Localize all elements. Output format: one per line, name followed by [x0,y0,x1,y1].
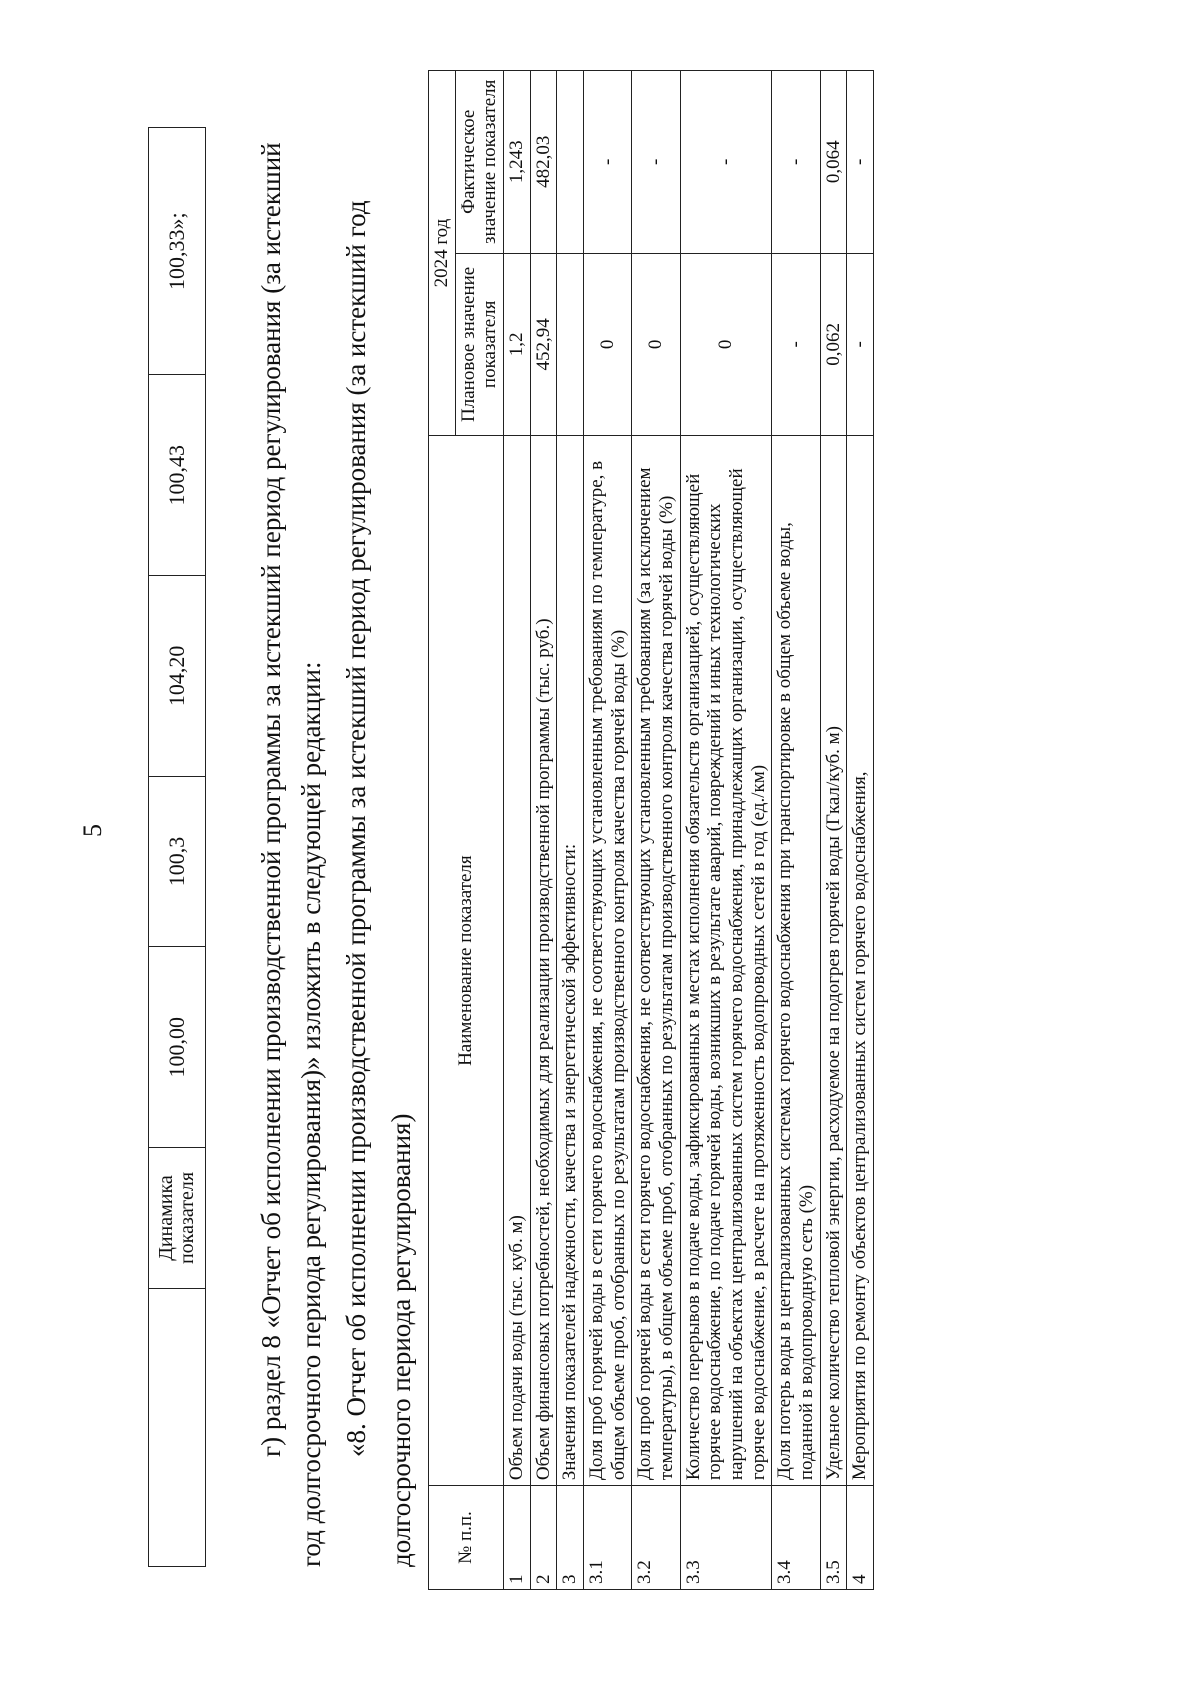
row-fact: - [847,71,874,254]
dynamics-value: 100,33»; [149,128,206,375]
row-plan: 0 [632,253,680,436]
page-number: 5 [78,824,107,837]
table-row [632,71,680,1590]
table-row [772,71,820,1590]
report-table [428,70,874,1590]
header-plan: Плановое значение показателя [455,253,503,436]
dynamics-value: 100,43 [149,375,206,576]
row-plan [557,253,584,436]
row-fact: - [772,71,820,254]
table-row [680,71,772,1590]
row-num: 2 [530,1486,557,1590]
table-row [530,71,557,1590]
header-num: № п.п. [429,1486,504,1590]
row-name: Объем финансовых потребностей, необходимых для реализации производственной программы (тыс. руб.) [530,436,557,1486]
row-plan: 0,062 [820,253,847,436]
dynamics-table [148,127,206,1567]
row-fact [557,71,584,254]
row-plan: - [772,253,820,436]
table-row [503,71,530,1590]
paragraph: г) раздел 8 «Отчет об исполнении производственной программы за истекший период регулирования (за истекший [256,142,286,1457]
row-plan: 452,94 [530,253,557,436]
row-num: 3.2 [632,1486,680,1590]
row-name: Мероприятия по ремонту объектов централизованных систем горячего водоснабжения, [847,436,874,1486]
row-num: 3.4 [772,1486,820,1590]
row-num: 3.3 [680,1486,772,1590]
row-fact: - [680,71,772,254]
row-fact: - [632,71,680,254]
row-name: Доля проб горячей воды в сети горячего водоснабжения, не соответствующих установленным требованиям (за исключением температуры), в общем объеме проб, отобранных по результатам производственного контроля качества горячей воды (%) [632,436,680,1486]
dynamics-label: Динамика показателя [149,1148,206,1289]
header-year: 2024 год [429,71,456,436]
row-plan: 1,2 [503,253,530,436]
row-num: 3.5 [820,1486,847,1590]
row-name: Объем подачи воды (тыс. куб. м) [503,436,530,1486]
dynamics-value: 104,20 [149,576,206,777]
row-plan: 0 [583,253,631,436]
row-fact: 482,03 [530,71,557,254]
dynamics-value: 100,3 [149,776,206,947]
table-row [820,71,847,1590]
row-name: Значения показателей надежности, качества и энергетической эффективности: [557,436,584,1486]
row-fact: - [583,71,631,254]
row-name: Доля потерь воды в централизованных системах горячего водоснабжения при транспортировке в общем объеме воды, поданной в водопроводную сеть (%) [772,436,820,1486]
row-num: 3.1 [583,1486,631,1590]
row-plan: 0 [680,253,772,436]
table-row [847,71,874,1590]
header-name: Наименование показателя [429,436,504,1486]
row-fact: 0,064 [820,71,847,254]
paragraph: год долгосрочного периода регулирования)» изложить в следующей редакции: [296,661,326,1567]
header-fact: Фактическое значение показателя [455,71,503,254]
row-name: Удельное количество тепловой энергии, расходуемое на подогрев горячей воды (Гкал/куб. м) [820,436,847,1486]
row-num: 4 [847,1486,874,1590]
row-name: Доля проб горячей воды в сети горячего водоснабжения, не соответствующих установленным требованиям по температуре, в общем объеме проб, отобранных по результатам производственного контроля качества горячей воды (%) [583,436,631,1486]
row-num: 3 [557,1486,584,1590]
row-fact: 1,243 [503,71,530,254]
table-header-row [429,71,456,1590]
paragraph: «8. Отчет об исполнении производственной программы за истекший период регулирования (за истекший год [341,200,371,1457]
paragraph: долгосрочного периода регулирования) [386,1113,416,1567]
table-row [583,71,631,1590]
dynamics-value: 100,00 [149,947,206,1148]
row-name: Количество перерывов в подаче воды, зафиксированных в местах исполнения обязательств организацией, осуществляющей горячее водоснабжение, по подаче горячей воды, возникших в результате аварий, повреждений и иных технологических нарушений на объектах централизованных систем горячего водоснабжения, принадлежащих организации, осуществляющей горячее водоснабжение, в расчете на протяженность водопроводных сетей в год (ед./км) [680,436,772,1486]
table-cell [149,1289,206,1567]
row-num: 1 [503,1486,530,1590]
table-row [557,71,584,1590]
row-plan: - [847,253,874,436]
table-row [149,128,206,1567]
